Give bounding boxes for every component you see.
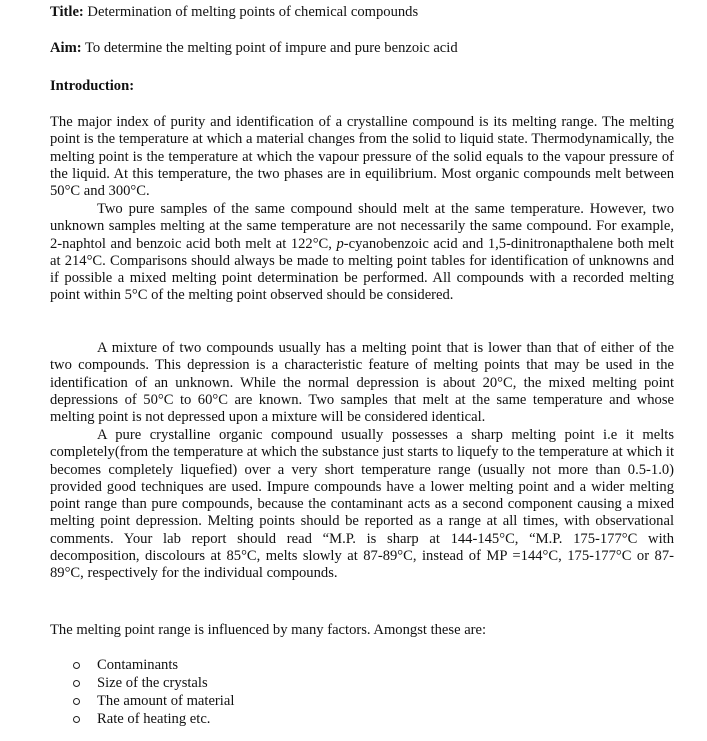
list-item-text: Rate of heating etc. [97, 711, 211, 727]
title-line [50, 3, 418, 21]
list-item [72, 710, 234, 728]
circle-bullet-icon [73, 716, 80, 723]
circle-bullet-icon [73, 662, 80, 669]
intro-paragraph-3 [50, 340, 674, 426]
paragraph-2-italic: p [336, 235, 344, 252]
introduction-heading: Introduction: [50, 78, 135, 94]
paragraph-2-text-a: Two pure samples of the same compound should melt at the same temperature. However, two unknown samples melting at the same temperature are not necessarily the same compound. For example, 2-naphtol and benzoic acid both melt at 122°C, [50, 201, 674, 252]
aim-label: Aim: [50, 40, 82, 56]
intro-paragraph-4 [50, 427, 674, 583]
intro-paragraph-2 [50, 201, 674, 305]
circle-bullet-icon [73, 698, 80, 705]
list-item [72, 692, 234, 710]
list-item [72, 656, 234, 674]
title-label: Title: [50, 4, 84, 20]
title-text: Determination of melting points of chemical compounds [83, 4, 419, 20]
paragraph-4-text: A pure crystalline organic compound usually possesses a sharp melting point i.e it melts completely(from the temperature at which the substance just starts to liquefy to the temperature at which it becomes completely liquefied) over a very short temperature range (usually not more than 0.5-1.0) provided good techniques are used. Impure compounds have a lower melting point and a wider melting point range than pure compounds, because the contaminant acts as a second component causing a mixed melting point depression. Melting points should be reported as a range at all times, with observational comments. Your lab report should read “M.P. is sharp at 144-145°C, “M.P. 175-177°C with decomposition, discolours at 85°C, melts slowly at 87-89°C, instead of MP =144°C, 175-177°C or 87-89°C, respectively for the individual compounds. [50, 427, 674, 582]
list-item-text: The amount of material [97, 693, 235, 709]
aim-line [50, 39, 458, 57]
intro-paragraph-1: The major index of purity and identification of a crystalline compound is its melting range. The melting point is the temperature at which a material changes from the solid to liquid state. Thermodynamically, the melting point is the temperature at which the vapour pressure of the solid equals to the vapour pressure of the liquid. At this temperature, the two phases are in equilibrium. Most organic compounds melt between 50°C and 300°C. [50, 114, 674, 200]
factors-list [72, 656, 234, 728]
list-item-text: Contaminants [97, 657, 179, 673]
circle-bullet-icon [73, 680, 80, 687]
list-item-text: Size of the crystals [97, 675, 208, 691]
list-item [72, 674, 234, 692]
paragraph-2-text-b: -cyanobenzoic acid and 1,5-dinitronapthalene both melt at 214°C. Comparisons should always be made to melting point tables for identification of unknowns and if possible a mixed melting point determination be performed. All compounds with a recorded melting point within 5°C of the melting point observed should be considered. [50, 235, 674, 304]
aim-text: To determine the melting point of impure and pure benzoic acid [81, 40, 458, 56]
factors-intro: The melting point range is influenced by many factors. Amongst these are: [50, 622, 487, 638]
paragraph-3-text: A mixture of two compounds usually has a melting point that is lower than that of either of the two compounds. This depression is a characteristic feature of melting points that may be used in the identification of an unknown. While the normal depression is about 20°C, the mixed melting point depressions of 50°C to 60°C are known. Two samples that melt at the same temperature and whose melting point is not depressed upon a mixture will be considered identical. [50, 340, 674, 426]
